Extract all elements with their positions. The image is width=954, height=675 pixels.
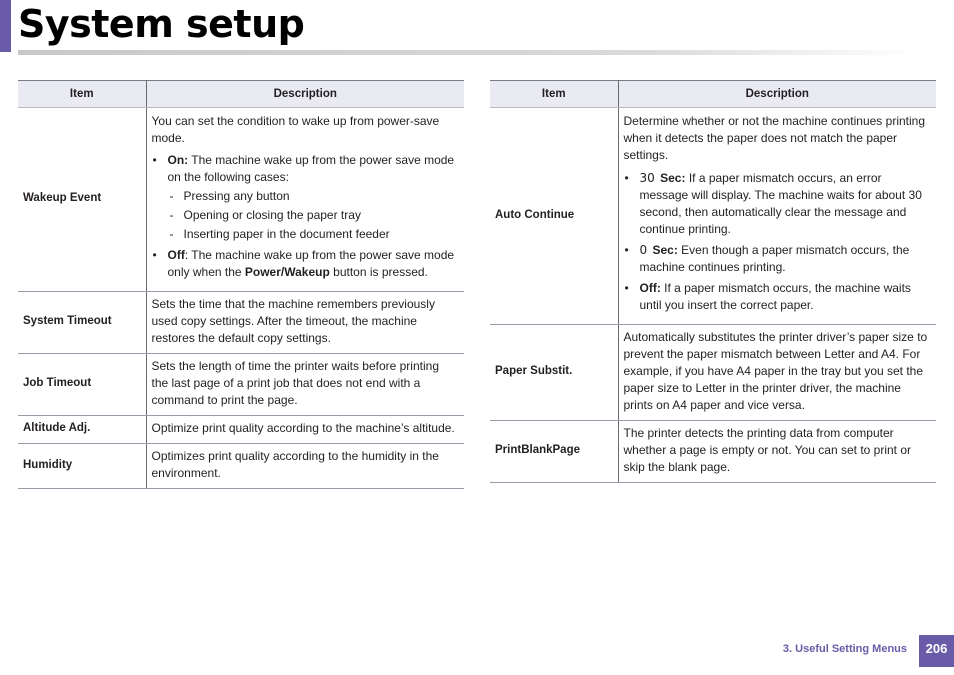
column-header-description: Description bbox=[618, 81, 936, 108]
table-row-auto-continue bbox=[490, 108, 936, 325]
option-label: On: bbox=[167, 153, 189, 167]
item-name: Paper Substit. bbox=[490, 325, 618, 421]
option-on bbox=[152, 152, 459, 243]
option-text: Even though a paper mismatch occurs, the machine continues printing. bbox=[639, 243, 910, 274]
item-name: PrintBlankPage bbox=[490, 421, 618, 483]
option-label: Off: bbox=[639, 281, 661, 295]
table-row-humidity bbox=[18, 444, 464, 489]
option-30-sec bbox=[624, 170, 931, 238]
option-label: Sec: bbox=[660, 171, 686, 185]
option-value: 0 bbox=[639, 243, 648, 257]
table-header-row bbox=[490, 81, 936, 108]
wake-case: - Pressing any button bbox=[168, 188, 459, 205]
item-description bbox=[146, 108, 464, 292]
option-text: If a paper mismatch occurs, the machine waits until you insert the correct paper. bbox=[639, 281, 911, 312]
footer-section-title: 3. Useful Setting Menus bbox=[782, 643, 907, 655]
column-header-item: Item bbox=[490, 81, 618, 108]
table-row-job-timeout bbox=[18, 354, 464, 416]
right-settings-table bbox=[490, 80, 936, 483]
power-wakeup-button-name: Power/Wakeup bbox=[244, 265, 330, 279]
description-intro: You can set the condition to wake up from power-save mode. bbox=[151, 114, 440, 145]
option-value: 30 bbox=[639, 171, 655, 185]
item-description: Automatically substitutes the printer driver’s paper size to prevent the paper mismatch between Letter and A4. For example, if you have A4 paper in the tray but you set the paper size to Letter in the printer driver, the machine prints on A4 paper and vice versa. bbox=[618, 325, 936, 421]
wake-case: - Inserting paper in the document feeder bbox=[168, 226, 459, 243]
item-description: The printer detects the printing data from computer whether a page is empty or not. You can set to print or skip the blank page. bbox=[618, 421, 936, 483]
table-row-altitude-adj bbox=[18, 416, 464, 444]
table-header-row bbox=[18, 81, 464, 108]
page-number-badge: 206 bbox=[919, 635, 954, 667]
item-name: Humidity bbox=[18, 444, 146, 489]
option-off bbox=[152, 247, 459, 281]
option-label: Sec: bbox=[652, 243, 678, 257]
title-underline bbox=[18, 50, 918, 55]
table-row-wakeup-event bbox=[18, 108, 464, 292]
item-description: Optimizes print quality according to the humidity in the environment. bbox=[146, 444, 464, 489]
option-off bbox=[624, 280, 931, 314]
item-name: Job Timeout bbox=[18, 354, 146, 416]
column-header-item: Item bbox=[18, 81, 146, 108]
item-description: Optimize print quality according to the machine’s altitude. bbox=[146, 416, 464, 444]
option-text: The machine wake up from the power save mode on the following cases: bbox=[167, 153, 455, 184]
description-intro: Determine whether or not the machine continues printing when it detects the paper does not match the paper settings. bbox=[623, 114, 925, 162]
option-text: If a paper mismatch occurs, an error message will display. The machine waits for about 30 second, then automatically clear the message and continue printing. bbox=[639, 171, 922, 236]
item-name: System Timeout bbox=[18, 292, 146, 354]
page-title: System setup bbox=[18, 2, 305, 46]
left-settings-table bbox=[18, 80, 464, 489]
item-name: Wakeup Event bbox=[18, 108, 146, 292]
option-label: Off bbox=[167, 248, 185, 262]
item-description: Sets the time that the machine remembers previously used copy settings. After the timeout, the machine restores the default copy settings. bbox=[146, 292, 464, 354]
wake-case: - Opening or closing the paper tray bbox=[168, 207, 459, 224]
option-0-sec bbox=[624, 242, 931, 276]
option-text-tail: button is pressed. bbox=[329, 265, 428, 279]
item-description: Sets the length of time the printer waits before printing the last page of a print job that does not end with a command to print the page. bbox=[146, 354, 464, 416]
item-name: Auto Continue bbox=[490, 108, 618, 325]
option-text: : The machine wake up from the power save mode only when the bbox=[167, 248, 455, 279]
table-row-system-timeout bbox=[18, 292, 464, 354]
title-accent-bar bbox=[0, 0, 11, 52]
column-header-description: Description bbox=[146, 81, 464, 108]
item-name: Altitude Adj. bbox=[18, 416, 146, 444]
table-row-paper-substit bbox=[490, 325, 936, 421]
item-description bbox=[618, 108, 936, 325]
table-row-print-blank-page bbox=[490, 421, 936, 483]
